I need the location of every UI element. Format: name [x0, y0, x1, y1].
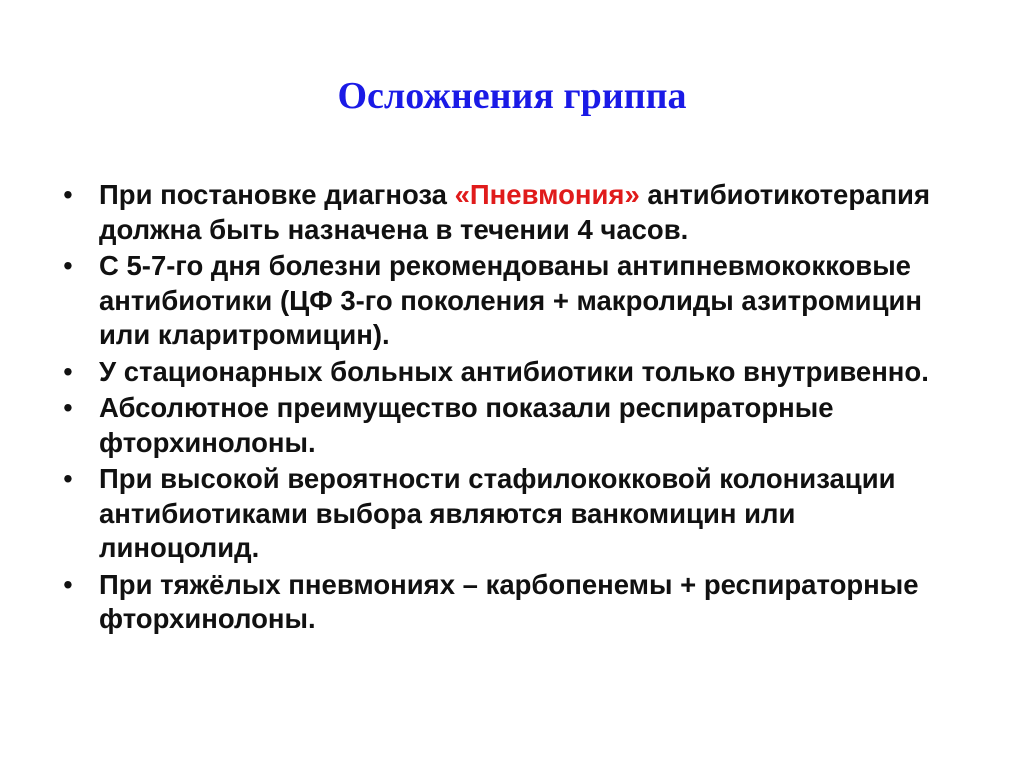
- bullet-text: При тяжёлых пневмониях – карбопенемы + респираторные фторхинолоны.: [99, 568, 919, 634]
- bullet-text: С 5-7-го дня болезни рекомендованы антипневмококковые антибиотики (ЦФ 3-го поколения + макролиды азитромицин или кларитромицин).: [99, 250, 923, 350]
- bullet-item-3: [58, 355, 938, 390]
- bullet-marker: •: [63, 568, 73, 600]
- bullet-text: Абсолютное преимущество показали респираторные фторхинолоны.: [99, 392, 834, 458]
- bullet-highlight: «Пневмония»: [454, 179, 640, 210]
- bullet-text: При высокой вероятности стафилококковой колонизации антибиотиками выбора являются ванкомицин или линоцолид.: [99, 463, 896, 563]
- bullet-item-2: [58, 249, 938, 353]
- bullet-text-before: При постановке диагноза: [99, 179, 455, 210]
- bullet-marker: •: [63, 463, 73, 494]
- bullet-marker: •: [63, 179, 73, 210]
- bullet-marker: •: [63, 355, 73, 387]
- bullet-text: У стационарных больных антибиотики только внутривенно.: [99, 355, 929, 387]
- bullet-marker: •: [63, 392, 73, 423]
- bullet-item-5: [58, 462, 938, 566]
- bullet-list: [58, 178, 938, 639]
- slide-title: Осложнения гриппа: [337, 75, 687, 117]
- bullet-item-4: [58, 391, 938, 460]
- bullet-item-6: [58, 568, 938, 637]
- bullet-marker: •: [63, 250, 73, 281]
- bullet-text-after: антибиотикотерапия должна быть назначена в течении 4 часов.: [99, 179, 931, 245]
- bullet-item-1: [58, 178, 938, 247]
